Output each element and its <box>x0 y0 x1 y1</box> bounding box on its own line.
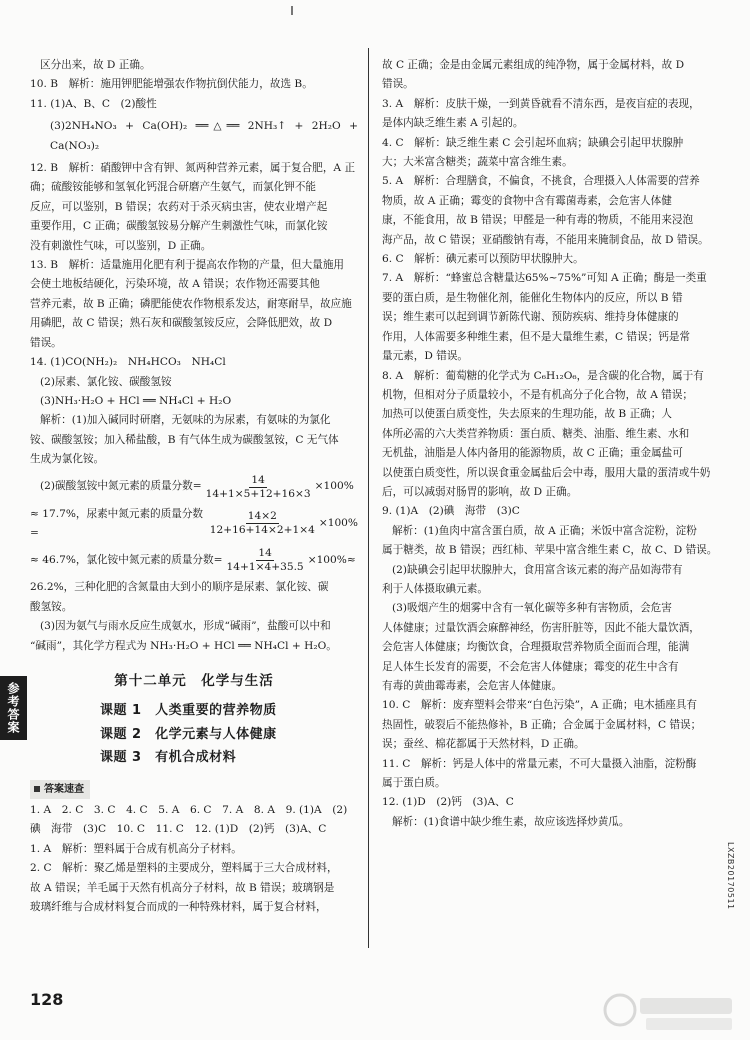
fraction <box>206 474 311 501</box>
explanation-2-line: 玻璃纤维与合成材料复合而成的一种特殊材料，属于复合材料， <box>30 901 327 914</box>
answer-10-line: 热固性，破裂后不能热修补，B 正确；合金属于金属材料，C 错误； <box>382 718 702 731</box>
denominator: 14+1×4+35.5 <box>226 561 304 574</box>
formula-line <box>30 474 358 501</box>
watermark-logo-icon <box>600 990 740 1034</box>
answer-10: 10. B 解析：施用钾肥能增强农作物抗倒伏能力，故选 B。 <box>30 78 313 91</box>
answer-8-line: 体所必需的六大类营养物质：蛋白质、糖类、油脂、维生素、水和 <box>382 427 690 440</box>
answer-9-line: 解析：(1)鱼肉中富含蛋白质，故 A 正确；米饭中富含淀粉，淀粉 <box>392 524 697 537</box>
answer-10-line: 误；蚕丝、棉花都属于天然材料，D 正确。 <box>382 738 585 751</box>
answer-12: 12. (1)D (2)钙 (3)A、C <box>382 796 514 809</box>
explanation-line: 酸氢铵。 <box>30 600 73 613</box>
explanation-line: 解析：(1)加入碱同时研磨，无氨味的为尿素，有氨味的为氯化 <box>40 414 331 427</box>
answer-4-line: 大；大米富含糖类；蔬菜中富含维生素。 <box>382 156 573 169</box>
answer-14-part: (2)尿素、氯化铵、碳酸氢铵 <box>40 375 172 388</box>
answer-14: 14. (1)CO(NH₂)₂ NH₄HCO₃ NH₄Cl <box>30 356 226 369</box>
answer-7-line: 作用，人体需要多种维生素，但不是大量维生素，C 错误；钙是常 <box>382 330 691 343</box>
answer-7-line: 要的蛋白质，是生物催化剂，能催化生物体内的反应，所以 B 错 <box>382 291 683 304</box>
page-number: 128 <box>30 990 64 1009</box>
numerator: 14×2 <box>247 510 277 523</box>
answer-9-line: 足人体生长发育的需要，不会危害人体健康；霉变的花生中含有 <box>382 660 679 673</box>
answer-11-line: 11. C 解析：钙是人体中的常量元素，不可大量摄入油脂，淀粉酶 <box>382 757 697 770</box>
answer-13-line: 营养元素，故 B 正确；磷肥能使农作物根系发达，耐寒耐旱，故应施 <box>30 297 352 310</box>
answer-13-line: 会使土地板结硬化，污染环境，故 A 错误；农作物还需要其他 <box>30 278 320 291</box>
answer-12-line: 确；硫酸铵能够和氢氧化钙混合研磨产生氨气，而氯化钾不能 <box>30 181 317 194</box>
answer-7-line: 误；维生素可以起到调节新陈代谢、预防疾病、维持身体健康的 <box>382 311 679 324</box>
numerator: 14 <box>251 473 265 486</box>
denominator: 14+1×5+12+16×3 <box>205 487 311 500</box>
answer-12-line: 12. B 解析：硝酸钾中含有钾、氮两种营养元素，属于复合肥，A 正 <box>30 162 356 175</box>
print-code: LXZB20170511 <box>726 842 735 910</box>
answer-7-line: 7. A 解析：“蜂蜜总含糖量达65%~75%”可知 A 正确；酶是一类重 <box>382 272 707 285</box>
answer-9-line: 利于人体摄取碘元素。 <box>382 582 488 595</box>
text-line: 错误。 <box>382 78 414 91</box>
formula-text: ≈ 17.7%，尿素中氮元素的质量分数= <box>30 507 204 539</box>
answer-7-line: 量元素，D 错误。 <box>382 350 469 363</box>
numerator: 14 <box>258 547 272 560</box>
left-column <box>30 56 358 917</box>
answer-9: 9. (1)A (2)碘 海带 (3)C <box>382 505 520 518</box>
explanation-line: 铵、碳酸氢铵；加入稀盐酸，B 有气体生成为碳酸氢铵，C 无气体 <box>30 433 339 446</box>
answer-3-line: 3. A 解析：皮肤干燥，一到黄昏就看不清东西，是夜盲症的表现， <box>382 97 700 110</box>
answer-3-line: 是体内缺乏维生素 A 引起的。 <box>382 117 524 130</box>
answer-5-line: 物质，故 A 正确；霉变的食物中含有霉菌毒素，会危害人体健 <box>382 194 672 207</box>
explanation-2-line: 2. C 解析：聚乙烯是塑料的主要成分，塑料属于三大合成材料， <box>30 862 338 875</box>
text-line: 区分出来，故 D 正确。 <box>40 59 151 71</box>
side-tab: 参考答案 <box>0 676 27 740</box>
formula-text: ×100% <box>318 517 358 530</box>
explanation-line: “碱雨”，其化学方程式为 NH₃·H₂O + HCl ══ NH₄Cl + H₂O。 <box>30 639 337 652</box>
answer-8-line: 加热可以使蛋白质变性，失去原来的生理功能，故 B 正确；人 <box>382 408 672 421</box>
answer-8-line: 8. A 解析：葡萄糖的化学式为 C₆H₁₂O₆，是含碳的化合物，属于有 <box>382 369 704 382</box>
answer-8-line: 以使蛋白质变性，所以误食重金属盐后会中毒，服用大量的蛋清或牛奶 <box>382 466 711 479</box>
answer-8-line: 后，可以减弱对肠胃的影响，故 D 正确。 <box>382 485 578 498</box>
column-divider <box>368 48 369 948</box>
answer-8-line: 机物，但相对分子质量较小，不是有机高分子化合物，故 A 错误； <box>382 388 694 401</box>
lesson-title: 课题 1 人类重要的营养物质 <box>100 703 277 719</box>
answer-9-line: (2)缺碘会引起甲状腺肿大，食用富含该元素的海产品如海带有 <box>392 563 683 576</box>
answer-12-line: 解析：(1)食谱中缺少维生素，故应该选择炒黄瓜。 <box>392 815 630 828</box>
answer-5-line: 5. A 解析：合理膳食，不偏食，不挑食，合理摄入人体需要的营养 <box>382 175 700 188</box>
answer-13-line: 错误。 <box>30 336 62 349</box>
formula-text: ≈ 46.7%，氯化铵中氮元素的质量分数= <box>30 554 223 567</box>
answer-10-line: 10. C 解析：废弃塑料会带来“白色污染”，A 正确；电木插座具有 <box>382 699 698 712</box>
answer-5-line: 海产品，故 C 错误；亚硝酸钠有毒，不能用来腌制食品，故 D 错误。 <box>382 233 709 246</box>
fraction <box>227 547 304 574</box>
explanation-line: (3)因为氨气与雨水反应生成氨水，形成“碱雨”，盐酸可以中和 <box>40 620 331 633</box>
unit-title: 第十二单元 化学与生活 <box>114 672 274 689</box>
answer-12-line: 没有刺激性气味，可以鉴别，D 正确。 <box>30 239 212 252</box>
answer-11: 11. (1)A、B、C (2)酸性 <box>30 97 157 110</box>
answer-11-line: 属于蛋白质。 <box>382 777 446 790</box>
explanation-2-line: 故 A 错误；羊毛属于天然有机高分子材料，故 B 错误；玻璃钢是 <box>30 881 335 894</box>
formula-text: ×100%≈ <box>307 554 356 567</box>
text-line: 故 C 正确；金是由金属元素组成的纯净物，属于金属材料，故 D <box>382 59 685 71</box>
answer-6: 6. C 解析：碘元素可以预防甲状腺肿大。 <box>382 253 584 266</box>
answer-13-line: 用磷肥，故 C 错误；熟石灰和碳酸氢铵反应，会降低肥效，故 D <box>30 317 333 330</box>
explanation-line: 生成为氯化铵。 <box>30 453 105 466</box>
equation: (3)2NH₄NO₃ + Ca(OH)₂ ══△══ 2NH₃↑ + 2H₂O + Ca(NO₃)₂ <box>50 120 358 152</box>
quick-answers-line: 碘 海带 (3)C 10. C 11. C 12. (1)D (2)钙 (3)A、C <box>30 823 327 836</box>
crop-mark <box>291 6 293 15</box>
quick-answers-label: 答案速查 <box>30 780 90 799</box>
answer-9-line: 有毒的黄曲霉毒素，会危害人体健康。 <box>382 680 563 692</box>
answer-9-line: (3)吸烟产生的烟雾中含有一氧化碳等多种有害物质，会危害 <box>392 602 672 615</box>
formula-line <box>30 547 358 574</box>
answer-14-part: (3)NH₃·H₂O + HCl ══ NH₄Cl + H₂O <box>40 394 232 407</box>
answer-8-line: 无机盐，油脂是人体内备用的能源物质，故 C 正确；重金属盐可 <box>382 447 683 460</box>
answer-9-line: 属于糖类，故 B 错误；西红柿、苹果中富含维生素 C，故 C、D 错误。 <box>382 544 718 557</box>
answer-5-line: 康，不能食用，故 B 错误；甲醛是一种有毒的物质，不能用来浸泡 <box>382 214 694 227</box>
quick-answers-line: 1. A 2. C 3. C 4. C 5. A 6. C 7. A 8. A 9. (1)A (2) <box>30 804 348 816</box>
denominator: 12+16+14×2+1×4 <box>209 524 315 537</box>
lesson-title: 课题 3 有机合成材料 <box>100 750 237 766</box>
answer-4-line: 4. C 解析：缺乏维生素 C 会引起坏血病；缺碘会引起甲状腺肿 <box>382 136 684 149</box>
formula-text: ×100% <box>314 480 354 493</box>
explanation-1: 1. A 解析：塑料属于合成有机高分子材料。 <box>30 842 242 855</box>
answer-13-line: 13. B 解析：适量施用化肥有利于提高农作物的产量，但大量施用 <box>30 259 345 272</box>
lesson-title: 课题 2 化学元素与人体健康 <box>100 726 277 742</box>
explanation-line: 26.2%，三种化肥的含氮量由大到小的顺序是尿素、氯化铵、碳 <box>30 581 329 594</box>
formula-line <box>30 505 358 544</box>
fraction <box>210 510 315 537</box>
answer-12-line: 反应，可以鉴别，B 错误；农药对于杀灭病虫害，使农业增产起 <box>30 200 328 213</box>
right-column <box>382 56 722 832</box>
answer-9-line: 会危害人体健康；均衡饮食，合理摄取营养物质全面而合理，能满 <box>382 641 690 654</box>
answer-9-line: 人体健康；过量饮酒会麻醉神经，伤害肝脏等，因此不能大量饮酒， <box>382 621 700 634</box>
formula-text: (2)碳酸氢铵中氮元素的质量分数= <box>40 480 202 493</box>
answer-12-line: 重要作用，C 正确；碳酸氢铵易分解产生刺激性气味，而氯化铵 <box>30 220 328 233</box>
